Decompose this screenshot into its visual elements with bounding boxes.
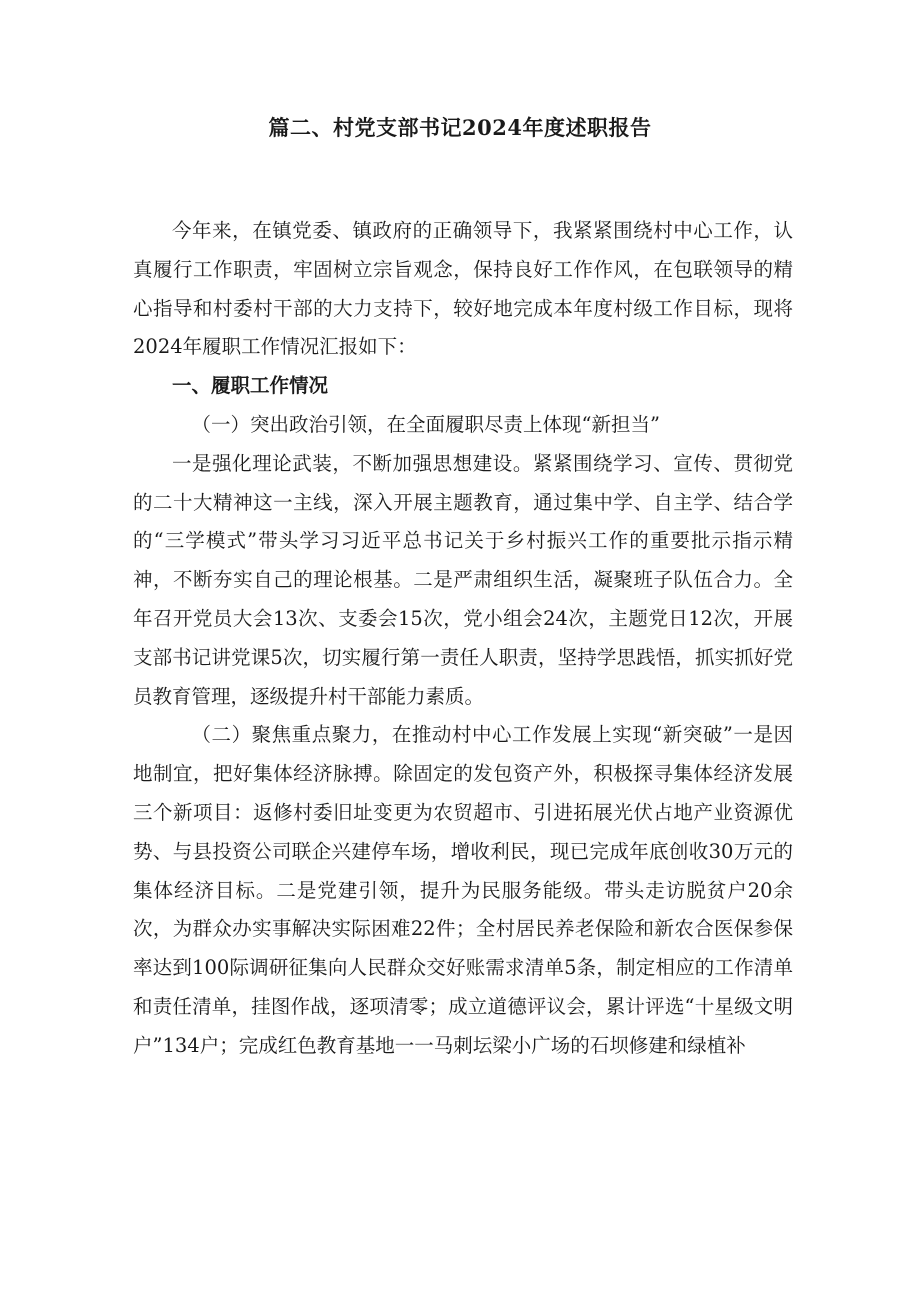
subsection-paragraph: （二）聚焦重点聚力，在推动村中心工作发展上实现“新突破”一是因地制宜，把好集体经济脉搏。除固定的发包资产外，积极探寻集体经济发展三个新项目：返修村委旧址变更为农贸超市、引进拓展光伏占地产业资源优势、与县投资公司联企兴建停车场，增收利民，现已完成年底创收30万元的集体经济目标。二是党建引领，提升为民服务能级。带头走访脱贫户20余次，为群众办实事解决实际困难22件；全村居民养老保险和新农合医保参保率达到100际调研征集向人民群众交好账需求清单5条，制定相应的工作清单和责任清单，挂图作战，逐项清零；成立道德评议会，累计评选“十星级文明户”134户；完成红色教育基地一一马刺坛梁小广场的石坝修建和绿植补 (133, 723, 793, 1057)
document-body (133, 212, 793, 1066)
section-heading: 一、履职工作情况 (172, 374, 329, 398)
intro-paragraph: 今年来，在镇党委、镇政府的正确领导下，我紧紧围绕村中心工作，认真履行工作职责，牢固树立宗旨观念，保持良好工作作风，在包联领导的精心指导和村委村干部的大力支持下，较好地完成本年度村级工作目标，现将2024年履职工作情况汇报如下： (133, 219, 793, 359)
subsection-body: 一是强化理论武装，不断加强思想建设。紧紧围绕学习、宣传、贯彻党的二十大精神这一主线，深入开展主题教育，通过集中学、自主学、结合学的“三学模式”带头学习习近平总书记关于乡村振兴工作的重要批示指示精神，不断夯实自己的理论根基。二是严肃组织生活，凝聚班子队伍合力。全年召开党员大会13次、支委会15次，党小组会24次，主题党日12次，开展支部书记讲党课5次，切实履行第一责任人职责，坚持学思践悟，抓实抓好党员教育管理，逐级提升村干部能力素质。 (133, 451, 793, 708)
subsection-heading: （一）突出政治引领，在全面履职尽责上体现“新担当” (191, 412, 660, 436)
document-title: 篇二、村党支部书记2024年度述职报告 (268, 115, 652, 140)
